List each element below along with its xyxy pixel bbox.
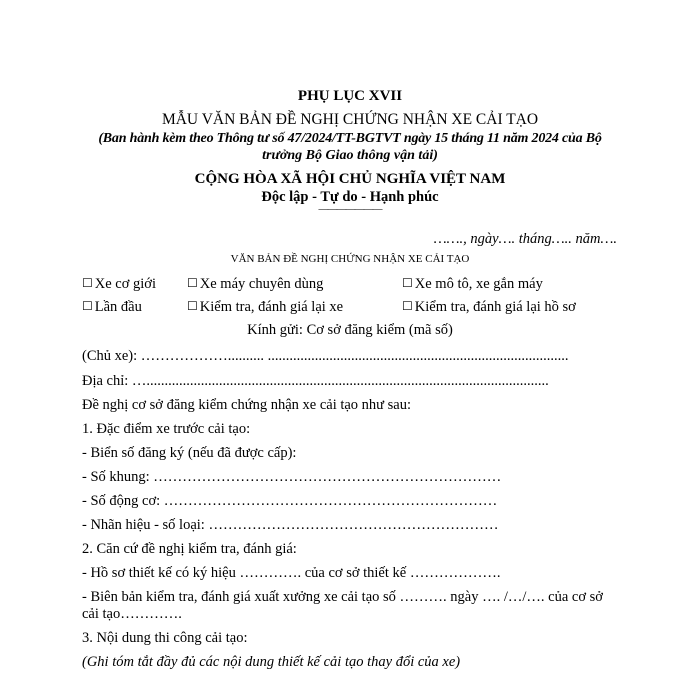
option-label: Lần đầu [94, 299, 142, 315]
vehicle-option-motor[interactable] [82, 276, 156, 293]
section-1-heading: 1. Đặc điểm xe trước cải tạo: [82, 421, 251, 437]
engine-field: - Số động cơ: …………………………………………………………… [82, 493, 498, 509]
owner-field: (Chủ xe): ……………….......... ................................................................................... [82, 348, 569, 364]
checkbox-icon[interactable]: ☐ [402, 299, 413, 313]
motto-divider: ――――――― [318, 204, 382, 215]
issued-note-line2: trưởng Bộ Giao thông vận tải) [262, 148, 438, 163]
design-field: - Hồ sơ thiết kế có ký hiệu …………. của cơ sở thiết kế ………………. [82, 565, 501, 581]
option-label: Kiểm tra, đánh giá lại xe [199, 299, 344, 315]
option-label: Xe máy chuyên dùng [199, 276, 324, 292]
minutes-field-line2: cải tạo…………. [82, 606, 182, 622]
plate-field: - Biển số đăng ký (nếu đã được cấp): [82, 445, 297, 461]
summary-note: (Ghi tóm tắt đầy đủ các nội dung thiết kế cải tạo thay đổi của xe) [82, 654, 461, 670]
request-text: Đề nghị cơ sở đăng kiểm chứng nhận xe cải tạo như sau: [82, 397, 412, 413]
chassis-field: - Số khung: ……………………………………………………………… [82, 469, 502, 485]
republic-heading: CỘNG HÒA XÃ HỘI CHỦ NGHĨA VIỆT NAM [194, 171, 506, 187]
option-label: Kiểm tra, đánh giá lại hồ sơ [414, 299, 576, 315]
checkbox-icon[interactable]: ☐ [82, 299, 93, 313]
checkbox-icon[interactable]: ☐ [82, 276, 93, 290]
brand-field: - Nhãn hiệu - số loại: …………………………………………………… [82, 517, 499, 533]
document-name: VĂN BẢN ĐỀ NGHỊ CHỨNG NHẬN XE CẢI TẠO [230, 253, 470, 265]
vehicle-option-special[interactable] [187, 276, 323, 293]
issued-note-line1: (Ban hành kèm theo Thông tư số 47/2024/TT-BGTVT ngày 15 tháng 11 năm 2024 của Bộ [98, 131, 602, 146]
checkbox-icon[interactable]: ☐ [402, 276, 413, 290]
checkbox-icon[interactable]: ☐ [187, 276, 198, 290]
form-title: MẪU VĂN BẢN ĐỀ NGHỊ CHỨNG NHẬN XE CẢI TẠO [161, 111, 539, 128]
checkbox-icon[interactable]: ☐ [187, 299, 198, 313]
section-2-heading: 2. Căn cứ đề nghị kiểm tra, đánh giá: [82, 541, 297, 557]
inspection-option-first[interactable] [82, 299, 142, 316]
minutes-field-line1: - Biên bản kiểm tra, đánh giá xuất xưởng xe cải tạo số ………. ngày …. /…/…. của cơ sở [82, 589, 603, 605]
motto: Độc lập - Tự do - Hạnh phúc [261, 189, 439, 205]
recipient-line: Kính gửi: Cơ sở đăng kiểm (mã số) [247, 322, 453, 338]
option-label: Xe cơ giới [94, 276, 157, 292]
date-line: ……., ngày…. tháng….. năm…. [433, 231, 617, 247]
appendix-title: PHỤ LỤC XVII [297, 88, 403, 104]
option-label: Xe mô tô, xe gắn máy [414, 276, 543, 292]
address-field: Địa chỉ: …............................................................................................................... [82, 373, 549, 389]
inspection-option-recheck-vehicle[interactable] [187, 299, 343, 316]
vehicle-option-motorbike[interactable] [402, 276, 543, 293]
inspection-option-recheck-docs[interactable] [402, 299, 576, 316]
section-3-heading: 3. Nội dung thi công cải tạo: [82, 630, 248, 646]
